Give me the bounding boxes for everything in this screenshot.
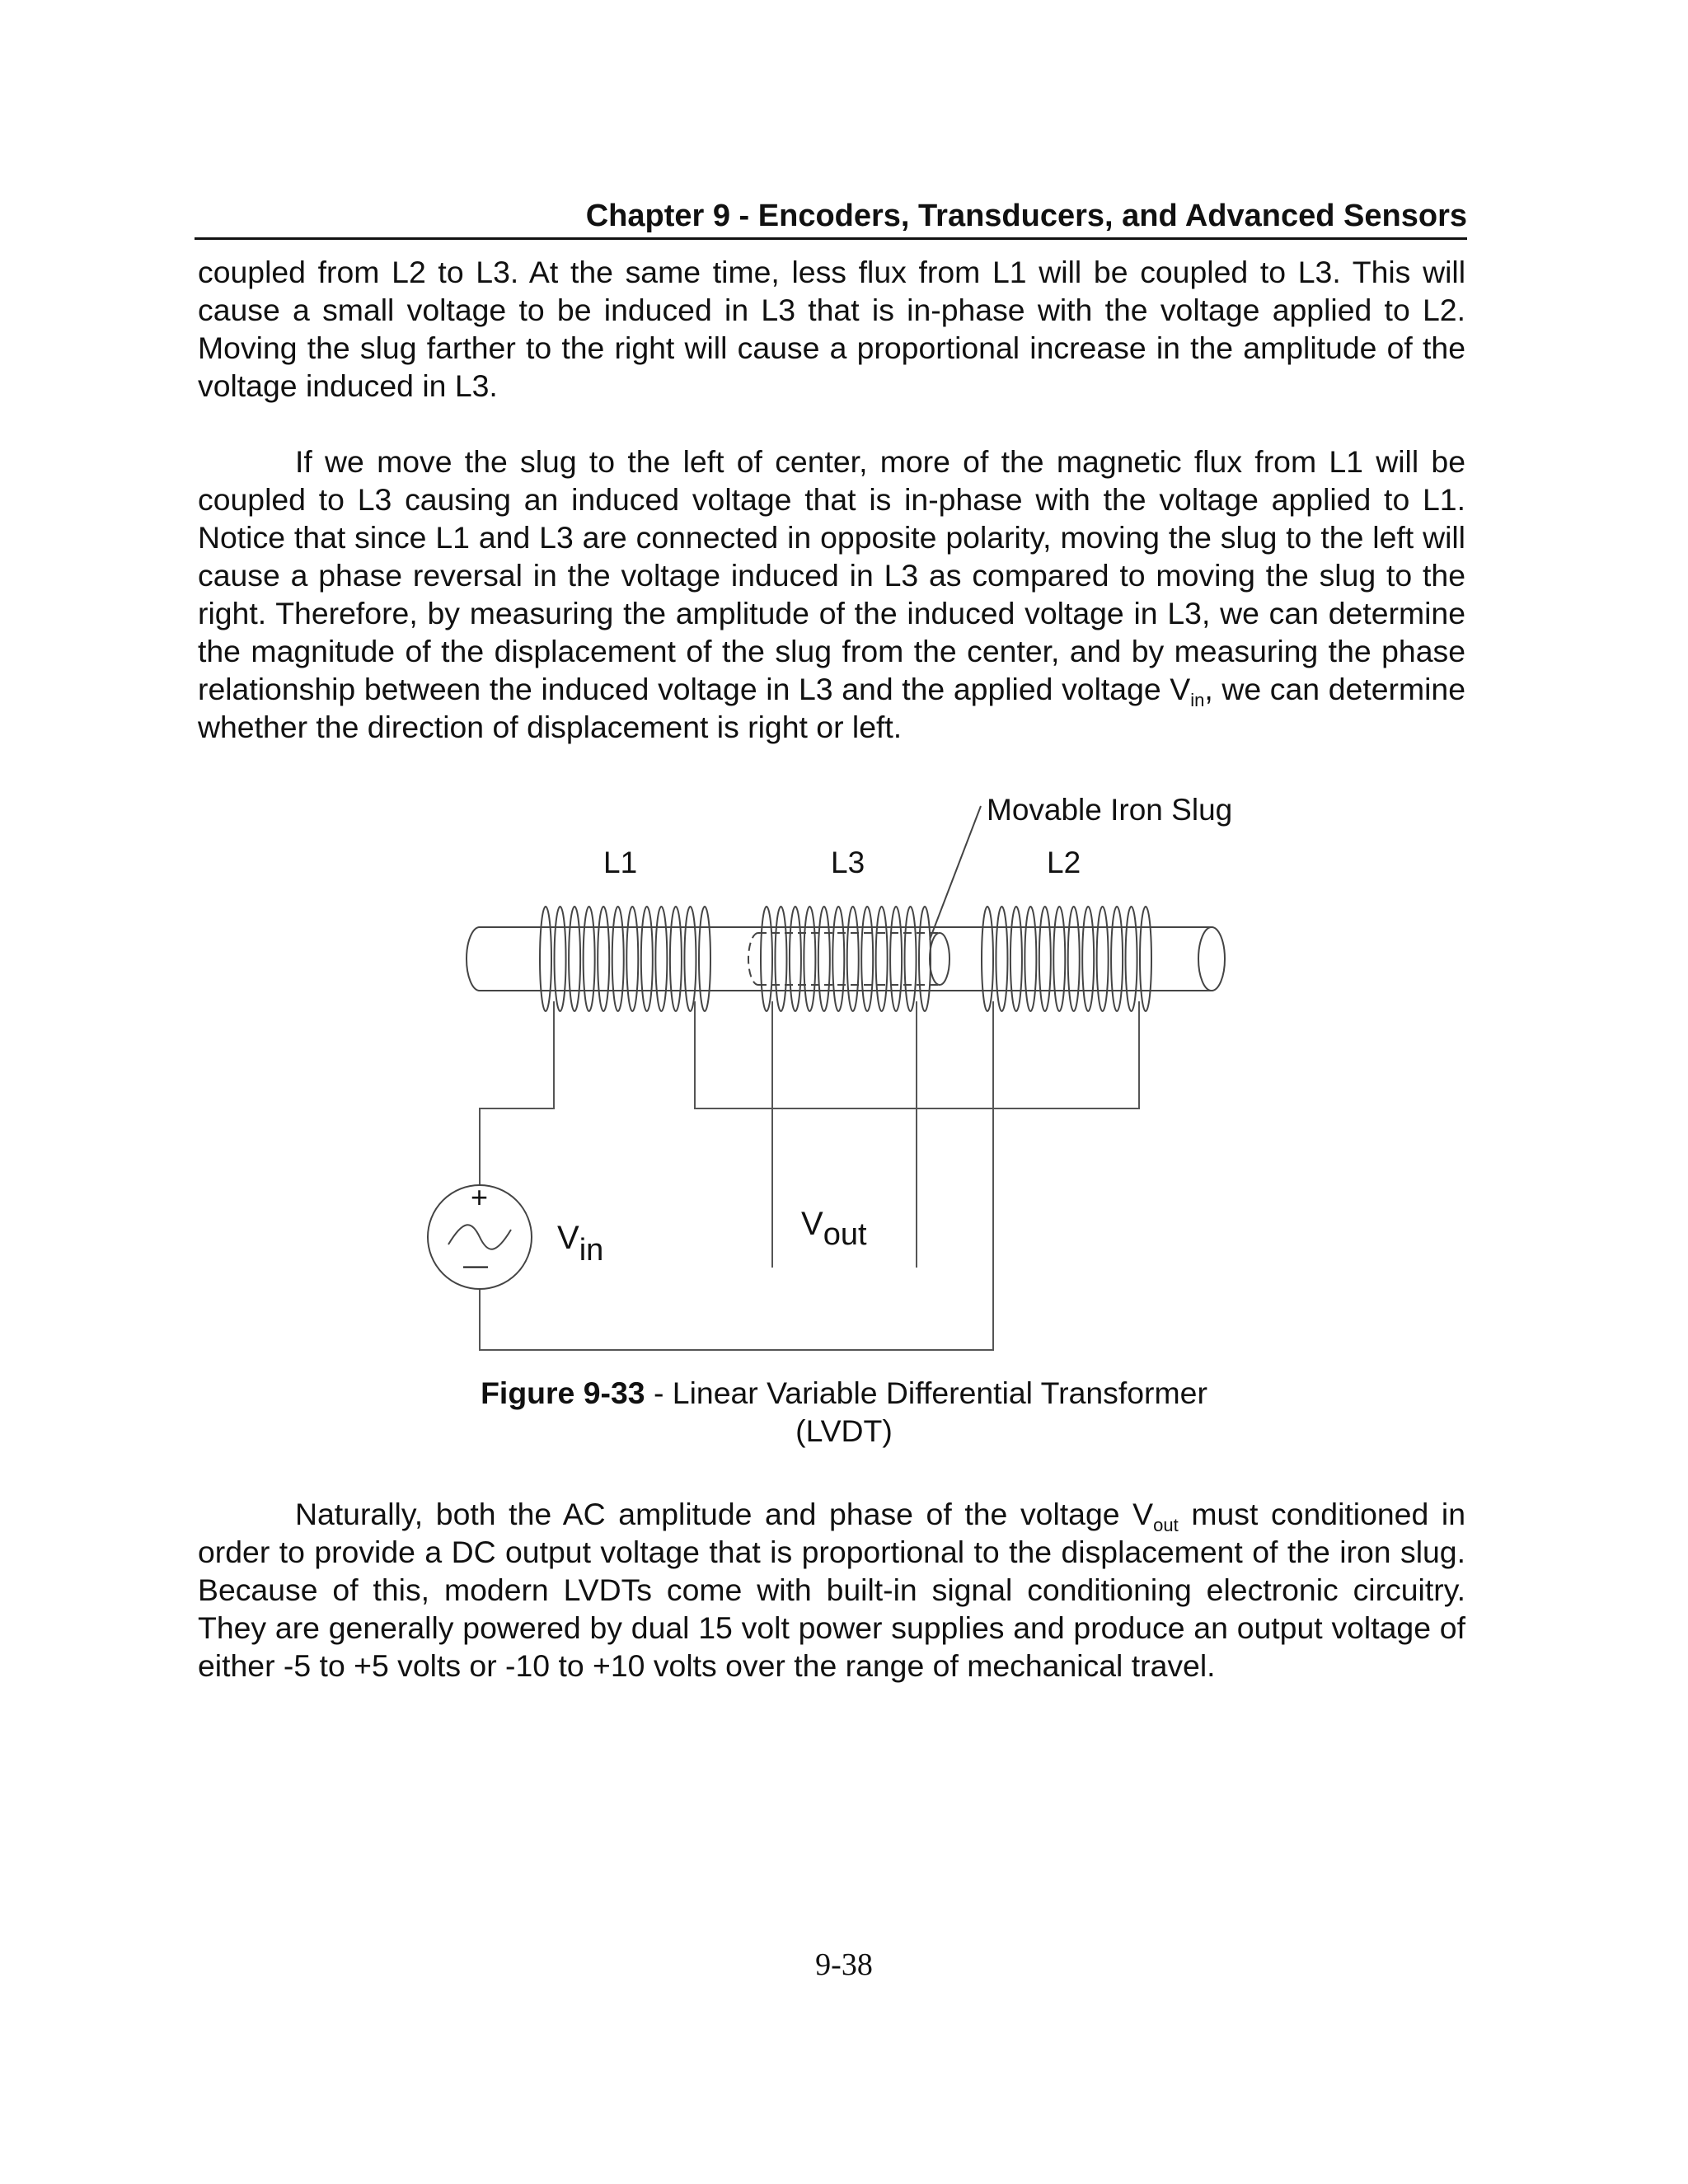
coil-winding	[1010, 907, 1022, 1011]
label-l3: L3	[831, 846, 865, 879]
coil-winding	[818, 907, 830, 1011]
coil-winding	[1097, 907, 1109, 1011]
label-l2: L2	[1047, 846, 1081, 879]
coil-winding	[540, 907, 551, 1011]
slug-label: Movable Iron Slug	[987, 793, 1233, 827]
coil-l2	[982, 907, 1151, 1011]
coil-winding	[982, 907, 993, 1011]
circuit-wires	[480, 1001, 1139, 1350]
coil-winding	[919, 907, 931, 1011]
coil-winding	[1126, 907, 1137, 1011]
coil-winding	[555, 907, 566, 1011]
source-minus: —	[463, 1252, 488, 1279]
slug-end	[930, 933, 950, 985]
coil-winding	[670, 907, 682, 1011]
paragraph-2-subscript: in	[1190, 690, 1205, 710]
paragraph-2	[198, 443, 1465, 746]
header-rule	[195, 237, 1467, 240]
vin-label	[557, 1220, 603, 1268]
coil-winding	[890, 907, 902, 1011]
source-plus: +	[471, 1180, 489, 1214]
coil-winding	[1025, 907, 1036, 1011]
vout-label	[801, 1206, 867, 1252]
coil-winding	[876, 907, 888, 1011]
caption-line-1	[0, 1374, 1688, 1412]
paragraph-3-text-a: Naturally, both the AC amplitude and phase of the voltage V	[295, 1497, 1154, 1531]
caption-title: - Linear Variable Differential Transformer	[645, 1376, 1207, 1410]
vin-v: V	[557, 1220, 579, 1256]
coil-winding	[655, 907, 667, 1011]
coil-winding	[804, 907, 815, 1011]
paragraph-2-text-b: , we can determine whether the direction of displacement is right or left.	[198, 672, 1465, 744]
coil-winding	[1140, 907, 1151, 1011]
coil-winding	[1082, 907, 1094, 1011]
coil-l1	[540, 907, 710, 1011]
coil-winding	[761, 907, 772, 1011]
coil-winding	[684, 907, 696, 1011]
coil-winding	[641, 907, 653, 1011]
page-number: 9-38	[815, 1947, 873, 1982]
coil-winding	[569, 907, 580, 1011]
vin-subscript: in	[579, 1233, 604, 1268]
coil-winding	[584, 907, 595, 1011]
coil-winding	[699, 907, 710, 1011]
coil-winding	[905, 907, 917, 1011]
slug-leader-line	[930, 806, 981, 940]
paragraph-3	[198, 1495, 1465, 1685]
coil-winding	[790, 907, 801, 1011]
coil-winding	[1039, 907, 1051, 1011]
caption-figure-number: Figure 9-33	[481, 1376, 645, 1410]
figure-caption	[0, 1374, 1688, 1450]
vout-subscript: out	[823, 1217, 867, 1252]
coil-winding	[996, 907, 1007, 1011]
coil-winding	[612, 907, 624, 1011]
coil-winding	[832, 907, 844, 1011]
chapter-header: Chapter 9 - Encoders, Transducers, and Advanced Sensors	[585, 199, 1467, 233]
caption-line-2: (LVDT)	[795, 1413, 893, 1448]
coil-winding	[1068, 907, 1080, 1011]
paragraph-1-text: coupled from L2 to L3. At the same time, less flux from L1 will be coupled to L3. This will cause a small voltage to be induced in L3 that is in-phase with the voltage applied to L2. Moving the slug farther to the right will cause a proportional increase in the amplitude of the voltage induced in L3.	[198, 255, 1465, 403]
label-l1: L1	[603, 846, 638, 879]
coil-winding	[626, 907, 638, 1011]
vout-v: V	[801, 1206, 823, 1242]
coil-l3	[761, 907, 931, 1011]
coil-winding	[861, 907, 873, 1011]
coil-winding	[1111, 907, 1123, 1011]
paragraph-1	[198, 253, 1465, 405]
lvdt-diagram	[0, 783, 1688, 1376]
paragraph-2-text-a: If we move the slug to the left of center, more of the magnetic flux from L1 will be coupled to L3 causing an induced voltage that is in-phase with the voltage applied to L1. Notice that since L1 and L3 are connected in opposite polarity, moving the slug to the left will cause a phase reversal in the voltage induced in L3 as compared to moving the slug to the right. Therefore, by measuring the amplitude of the induced voltage in L3, we can determine the magnitude of the displacement of the slug from the center, and by measuring the phase relationship between the induced voltage in L3 and the applied voltage V	[198, 444, 1465, 706]
coil-winding	[1053, 907, 1065, 1011]
coil-winding	[775, 907, 786, 1011]
lvdt-figure	[0, 783, 1688, 1376]
coil-winding	[847, 907, 859, 1011]
coil-winding	[598, 907, 609, 1011]
paragraph-3-text-b: must conditioned in order to provide a DC output voltage that is proportional to the displacement of the iron slug. Because of this, modern LVDTs come with built-in signal conditioning electronic circuitry. They are generally powered by dual 15 volt power supplies and produce an output voltage of either -5 to +5 volts or -10 to +10 volts over the range of mechanical travel.	[198, 1497, 1465, 1683]
paragraph-3-subscript: out	[1153, 1515, 1179, 1535]
